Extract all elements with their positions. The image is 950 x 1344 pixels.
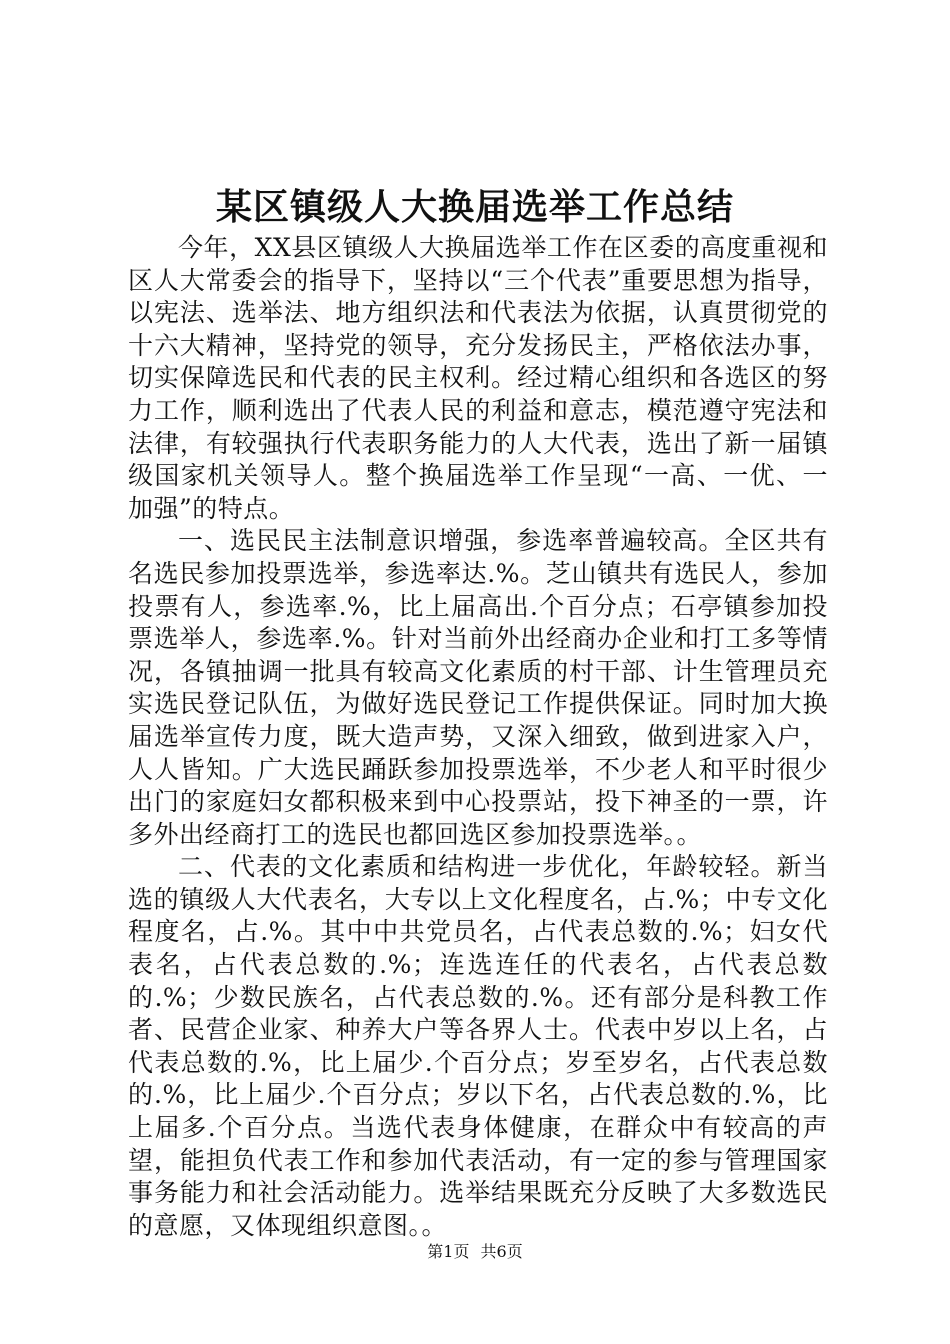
document-title: 某区镇级人大换届选举工作总结 [215, 186, 734, 228]
paragraph-intro: 今年，XX县区镇级人大换届选举工作在区委的高度重视和区人大常委会的指导下，坚持以“三个代表”重要思想为指导，以宪法、选举法、地方组织法和代表法为依据，认真贯彻党的十六大精神，坚持党的领导，充分发扬民主，严格依法办事，切实保障选民和代表的民主权利。经过精心组织和各选区的努力工作，顺利选出了代表人民的利益和意志，模范遵守宪法和法律，有较强执行代表职务能力的人大代表，选出了新一届镇级国家机关领导人。整个换届选举工作呈现“一高、一优、一加强”的特点。 [128, 233, 828, 523]
paragraph-section-two: 二、代表的文化素质和结构进一步优化，年龄较轻。新当选的镇级人大代表名，大专以上文化程度名，占.%；中专文化程度名，占.%。其中中共党员名，占代表总数的.%；妇女代表名，占代表总数的.%；连选连任的代表名，占代表总数的.%；少数民族名，占代表总数的.%。还有部分是科教工作者、民营企业家、种养大户等各界人士。代表中岁以上名，占代表总数的.%，比上届少.个百分点；岁至岁名，占代表总数的.%，比上届少.个百分点；岁以下名，占代表总数的.%，比上届多.个百分点。当选代表身体健康，在群众中有较高的声望，能担负代表工作和参加代表活动，有一定的参与管理国家事务能力和社会活动能力。选举结果既充分反映了大多数选民的意愿，又体现组织意图。。 [128, 852, 828, 1240]
page-number: 第1页 [427, 1242, 470, 1261]
page-total: 共6页 [480, 1242, 523, 1261]
page-footer [0, 1240, 950, 1264]
paragraph-section-one: 一、选民民主法制意识增强，参选率普遍较高。全区共有名选民参加投票选举，参选率达.%。芝山镇共有选民人，参加投票有人，参选率.%，比上届高出.个百分点；石亭镇参加投票选举人，参选率.%。针对当前外出经商办企业和打工多等情况，各镇抽调一批具有较高文化素质的村干部、计生管理员充实选民登记队伍，为做好选民登记工作提供保证。同时加大换届选举宣传力度，既大造声势，又深入细致，做到进家入户，人人皆知。广大选民踊跃参加投票选举，不少老人和平时很少出门的家庭妇女都积极来到中心投票站，投下神圣的一票，许多外出经商打工的选民也都回选区参加投票选举。。 [128, 526, 828, 849]
document-body [128, 232, 828, 1242]
